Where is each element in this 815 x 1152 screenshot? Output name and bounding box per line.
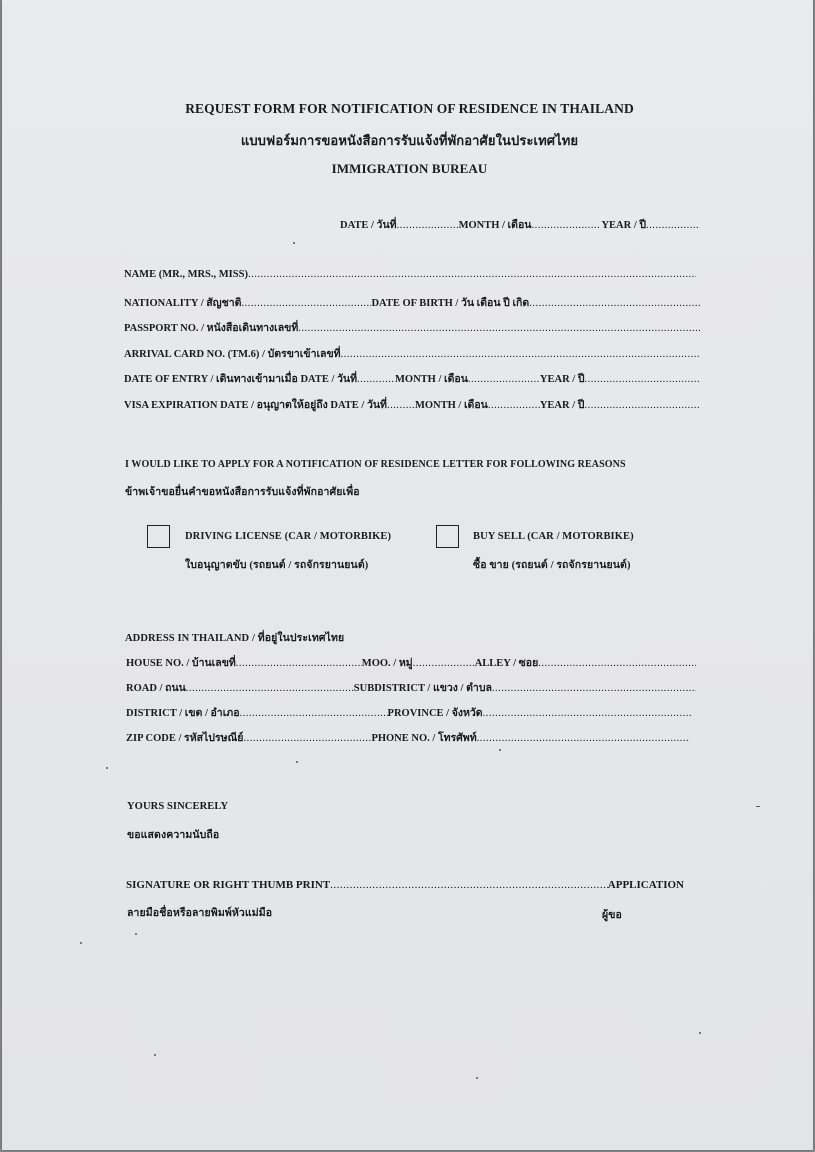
dob-blank[interactable] bbox=[529, 298, 700, 309]
dob-label: DATE OF BIRTH / วัน เดือน ปี เกิด bbox=[371, 298, 530, 309]
signature-row bbox=[126, 879, 684, 891]
signature-label: SIGNATURE OR RIGHT THUMB PRINT bbox=[126, 879, 331, 891]
road-row bbox=[126, 679, 696, 696]
date-line bbox=[340, 216, 700, 233]
scan-speck bbox=[699, 1032, 701, 1034]
nationality-label: NATIONALITY / สัญชาติ bbox=[124, 298, 242, 309]
visa-row bbox=[124, 396, 700, 413]
zip-row bbox=[126, 729, 690, 746]
house-label: HOUSE NO. / บ้านเลขที่ bbox=[126, 658, 236, 669]
phone-blank[interactable] bbox=[477, 733, 690, 744]
month-label: MONTH / เดือน bbox=[458, 220, 532, 231]
entry-label: DATE OF ENTRY / เดินทางเข้ามาเมื่อ DATE / วันที่ bbox=[124, 374, 358, 385]
visa-date-blank[interactable] bbox=[387, 400, 415, 411]
address-heading: ADDRESS IN THAILAND / ที่อยู่ในประเทศไทย bbox=[125, 633, 345, 644]
signature-th: ลายมือชื่อหรือลายพิมพ์หัวแม่มือ bbox=[127, 908, 273, 919]
subdistrict-label: SUBDISTRICT / แขวง / ตำบล bbox=[353, 683, 492, 694]
visa-month-blank[interactable] bbox=[488, 400, 540, 411]
reasons-heading-th: ข้าพเจ้าขอยื่นคำขอหนังสือการรับแจ้งที่พักอาศัยเพื่อ bbox=[125, 487, 360, 498]
passport-blank[interactable] bbox=[298, 323, 700, 334]
arrival-card-label: ARRIVAL CARD NO. (TM.6) / บัตรขาเข้าเลขที่ bbox=[124, 349, 341, 360]
road-label: ROAD / ถนน bbox=[126, 683, 186, 694]
alley-blank[interactable] bbox=[538, 658, 696, 669]
form-title-th: แบบฟอร์มการขอหนังสือการรับแจ้งที่พักอาศัยในประเทศไทย bbox=[240, 133, 579, 148]
option-driving-license-en: DRIVING LICENSE (CAR / MOTORBIKE) bbox=[185, 531, 392, 542]
entry-date-blank[interactable] bbox=[357, 374, 395, 385]
district-label: DISTRICT / เขต / อำเภอ bbox=[126, 708, 240, 719]
month-blank[interactable] bbox=[531, 220, 601, 231]
scan-speck bbox=[476, 1077, 478, 1079]
entry-year-blank[interactable] bbox=[585, 374, 701, 385]
arrival-card-row bbox=[124, 345, 700, 362]
scan-speck bbox=[756, 806, 760, 807]
scan-speck bbox=[106, 767, 108, 769]
phone-label: PHONE NO. / โทรศัพท์ bbox=[371, 733, 477, 744]
entry-month-blank[interactable] bbox=[468, 374, 540, 385]
nationality-blank[interactable] bbox=[241, 298, 371, 309]
scan-speck bbox=[154, 1054, 156, 1056]
passport-row bbox=[124, 319, 700, 336]
year-blank[interactable] bbox=[646, 220, 700, 231]
scan-speck bbox=[80, 942, 82, 944]
name-blank[interactable] bbox=[248, 269, 696, 280]
driving-license-checkbox[interactable] bbox=[147, 525, 170, 548]
visa-month-label: MONTH / เดือน bbox=[414, 400, 488, 411]
nationality-row bbox=[124, 294, 700, 311]
form-paper bbox=[2, 0, 813, 1150]
scan-speck bbox=[499, 749, 501, 751]
entry-row bbox=[124, 370, 700, 387]
district-blank[interactable] bbox=[240, 708, 388, 719]
zip-label: ZIP CODE / รหัสไปรษณีย์ bbox=[126, 733, 244, 744]
arrival-card-blank[interactable] bbox=[341, 349, 700, 360]
province-blank[interactable] bbox=[483, 708, 692, 719]
name-row bbox=[124, 269, 696, 280]
visa-year-label: YEAR / ปี bbox=[539, 400, 585, 411]
application-label: APPLICATION bbox=[607, 879, 684, 891]
reasons-heading-en: I WOULD LIKE TO APPLY FOR A NOTIFICATION OF RESIDENCE LETTER FOR FOLLOWING REASONS bbox=[125, 459, 626, 470]
form-title-en: REQUEST FORM FOR NOTIFICATION OF RESIDENCE IN THAILAND bbox=[185, 101, 634, 116]
year-label: YEAR / ปี bbox=[601, 220, 647, 231]
scan-speck bbox=[135, 933, 137, 935]
date-blank[interactable] bbox=[397, 220, 459, 231]
scan-speck bbox=[293, 242, 295, 244]
scan-speck bbox=[296, 761, 298, 763]
signature-blank[interactable] bbox=[330, 879, 608, 891]
moo-blank[interactable] bbox=[413, 658, 475, 669]
moo-label: MOO. / หมู่ bbox=[361, 658, 413, 669]
passport-label: PASSPORT NO. / หนังสือเดินทางเลขที่ bbox=[124, 323, 299, 334]
entry-month-label: MONTH / เดือน bbox=[395, 374, 468, 385]
option-buy-sell-th: ซื้อ ขาย (รถยนต์ / รถจักรยานยนต์) bbox=[473, 560, 631, 571]
visa-year-blank[interactable] bbox=[584, 400, 700, 411]
option-driving-license-th: ใบอนุญาตขับ (รถยนต์ / รถจักรยานยนต์) bbox=[185, 560, 369, 571]
sincerely-en: YOURS SINCERELY bbox=[127, 801, 229, 812]
sincerely-th: ขอแสดงความนับถือ bbox=[127, 830, 220, 841]
alley-label: ALLEY / ซอย bbox=[474, 658, 539, 669]
date-label: DATE / วันที่ bbox=[340, 220, 397, 231]
name-label: NAME (MR., MRS., MISS) bbox=[124, 269, 248, 280]
road-blank[interactable] bbox=[186, 683, 354, 694]
house-row bbox=[126, 654, 696, 671]
bureau-name: IMMIGRATION BUREAU bbox=[331, 161, 488, 176]
buy-sell-checkbox[interactable] bbox=[436, 525, 459, 548]
zip-blank[interactable] bbox=[243, 733, 371, 744]
entry-year-label: YEAR / ปี bbox=[539, 374, 585, 385]
province-label: PROVINCE / จังหวัด bbox=[387, 708, 483, 719]
subdistrict-blank[interactable] bbox=[492, 683, 696, 694]
visa-label: VISA EXPIRATION DATE / อนุญาตให้อยู่ถึง DATE / วันที่ bbox=[124, 400, 387, 411]
option-buy-sell-en: BUY SELL (CAR / MOTORBIKE) bbox=[473, 531, 634, 542]
district-row bbox=[126, 704, 692, 721]
application-th: ผู้ขอ bbox=[602, 910, 622, 921]
house-blank[interactable] bbox=[236, 658, 362, 669]
